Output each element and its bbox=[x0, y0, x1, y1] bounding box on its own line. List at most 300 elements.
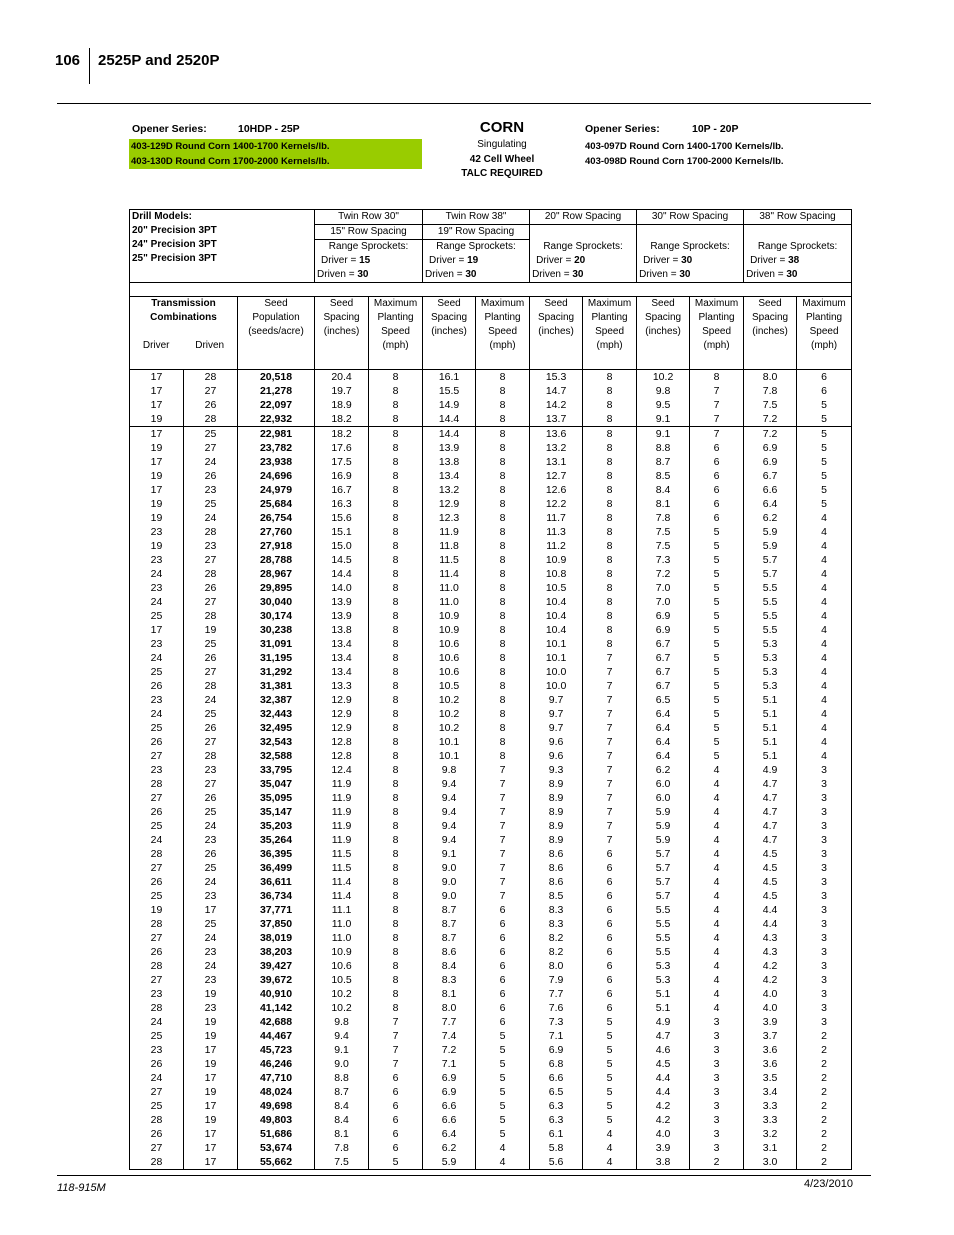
table-cell: 8 bbox=[369, 945, 423, 959]
right-opener-part-1: 403-097D Round Corn 1400-1700 Kernels/lb. bbox=[585, 141, 784, 152]
seed-population-cell: 30,040 bbox=[238, 595, 315, 609]
table-cell: 6.7 bbox=[637, 637, 690, 651]
table-cell: 8 bbox=[583, 623, 637, 637]
table-cell: 13.8 bbox=[315, 623, 369, 637]
seed-population-cell: 35,203 bbox=[238, 819, 315, 833]
table-cell: 6 bbox=[476, 945, 530, 959]
table-cell: 9.8 bbox=[637, 384, 690, 398]
table-cell: 10.0 bbox=[530, 679, 583, 693]
seed-population-cell: 36,611 bbox=[238, 875, 315, 889]
table-row bbox=[130, 469, 852, 483]
table-cell: 8 bbox=[476, 609, 530, 623]
table-cell: 11.0 bbox=[423, 581, 476, 595]
table-cell: 3 bbox=[797, 847, 852, 861]
table-row bbox=[130, 1141, 852, 1155]
table-cell: 7.3 bbox=[637, 553, 690, 567]
table-cell: 2 bbox=[797, 1085, 852, 1099]
seed-population-cell: 30,238 bbox=[238, 623, 315, 637]
table-cell: 5 bbox=[690, 553, 744, 567]
table-cell: 6.7 bbox=[637, 665, 690, 679]
table-cell: 25 bbox=[130, 889, 184, 903]
table-cell: 25 bbox=[130, 609, 184, 623]
table-cell: 27 bbox=[184, 441, 238, 455]
table-cell: 9.7 bbox=[530, 721, 583, 735]
table-cell: 4 bbox=[797, 623, 852, 637]
table-cell: 4 bbox=[690, 791, 744, 805]
table-cell: 17 bbox=[184, 903, 238, 917]
table-cell: 8.5 bbox=[530, 889, 583, 903]
seed-population-cell: 31,195 bbox=[238, 651, 315, 665]
seed-population-cell: 47,710 bbox=[238, 1071, 315, 1085]
table-cell: 7 bbox=[690, 412, 744, 427]
driven-column-header: Driven bbox=[195, 340, 225, 351]
table-cell: 8.1 bbox=[315, 1127, 369, 1141]
table-cell: 17 bbox=[130, 455, 184, 469]
table-cell: 24 bbox=[184, 819, 238, 833]
table-cell: 8 bbox=[369, 735, 423, 749]
table-cell: 10.2 bbox=[423, 721, 476, 735]
table-cell: 8 bbox=[369, 959, 423, 973]
table-cell: 14.4 bbox=[315, 567, 369, 581]
table-cell: 17 bbox=[184, 1071, 238, 1085]
table-cell: 3 bbox=[797, 889, 852, 903]
table-row bbox=[130, 1029, 852, 1043]
seed-population-cell: 35,147 bbox=[238, 805, 315, 819]
table-cell: 7.1 bbox=[530, 1029, 583, 1043]
table-cell: 17 bbox=[130, 483, 184, 497]
table-cell: 10.9 bbox=[530, 553, 583, 567]
table-cell: 8 bbox=[369, 412, 423, 427]
table-cell: 5 bbox=[690, 749, 744, 763]
table-cell: 3 bbox=[797, 791, 852, 805]
table-cell: 7 bbox=[583, 749, 637, 763]
table-cell: 8 bbox=[369, 525, 423, 539]
table-cell: 6.9 bbox=[637, 623, 690, 637]
table-cell: 7 bbox=[690, 426, 744, 441]
table-cell: 23 bbox=[184, 763, 238, 777]
table-cell: 7 bbox=[369, 1029, 423, 1043]
table-cell: 9.5 bbox=[637, 398, 690, 412]
table-cell: 7 bbox=[476, 805, 530, 819]
table-cell: 4 bbox=[690, 959, 744, 973]
table-cell: 6.4 bbox=[637, 707, 690, 721]
table-cell: 5 bbox=[476, 1043, 530, 1057]
table-cell: 6 bbox=[583, 959, 637, 973]
table-cell: 8 bbox=[583, 483, 637, 497]
table-cell: 13.2 bbox=[530, 441, 583, 455]
table-cell: 9.0 bbox=[315, 1057, 369, 1071]
table-cell: 10.2 bbox=[423, 707, 476, 721]
table-cell: 7.0 bbox=[637, 581, 690, 595]
table-cell: 5 bbox=[690, 693, 744, 707]
table-cell: 8 bbox=[369, 497, 423, 511]
table-cell: 4 bbox=[797, 665, 852, 679]
table-row bbox=[130, 567, 852, 581]
table-cell: 4 bbox=[797, 609, 852, 623]
table-row bbox=[130, 959, 852, 973]
table-cell: 27 bbox=[130, 791, 184, 805]
table-cell: 4.5 bbox=[744, 861, 797, 875]
table-cell: 6 bbox=[690, 441, 744, 455]
table-cell: 8 bbox=[476, 721, 530, 735]
table-cell: 12.6 bbox=[530, 483, 583, 497]
table-cell: 11.7 bbox=[530, 511, 583, 525]
table-cell: 18.2 bbox=[315, 412, 369, 427]
table-cell: 7.7 bbox=[423, 1015, 476, 1029]
table-cell: 25 bbox=[184, 917, 238, 931]
table-cell: 5.7 bbox=[637, 861, 690, 875]
table-cell: 5 bbox=[690, 623, 744, 637]
table-cell: 2 bbox=[797, 1071, 852, 1085]
table-cell: 6 bbox=[583, 903, 637, 917]
table-cell: 4 bbox=[690, 987, 744, 1001]
table-cell: 13.9 bbox=[315, 595, 369, 609]
table-cell: 12.4 bbox=[315, 763, 369, 777]
table-cell: 9.1 bbox=[637, 426, 690, 441]
seed-spacing-header: Seed Spacing (inches) bbox=[637, 297, 690, 355]
seed-population-cell: 35,047 bbox=[238, 777, 315, 791]
table-cell: 3.0 bbox=[744, 1155, 797, 1170]
table-cell: 18.9 bbox=[315, 398, 369, 412]
table-cell: 6 bbox=[476, 931, 530, 945]
table-cell: 23 bbox=[184, 539, 238, 553]
table-cell: 5.3 bbox=[744, 651, 797, 665]
page-title: 2525P and 2520P bbox=[98, 52, 220, 69]
table-cell: 7.2 bbox=[637, 567, 690, 581]
table-cell: 4.5 bbox=[744, 889, 797, 903]
seed-population-cell: 20,518 bbox=[238, 369, 315, 384]
table-cell: 8 bbox=[476, 665, 530, 679]
table-cell: 5.9 bbox=[637, 819, 690, 833]
table-cell: 5.5 bbox=[744, 623, 797, 637]
table-cell: 23 bbox=[130, 693, 184, 707]
table-cell: 17.6 bbox=[315, 441, 369, 455]
table-cell: 4 bbox=[797, 637, 852, 651]
table-cell: 24 bbox=[130, 1071, 184, 1085]
table-row bbox=[130, 875, 852, 889]
table-row bbox=[130, 763, 852, 777]
table-cell: 5.7 bbox=[744, 553, 797, 567]
table-cell: 8 bbox=[369, 441, 423, 455]
table-cell: 13.3 bbox=[315, 679, 369, 693]
spacing-name: 30" Row Spacing bbox=[637, 210, 744, 225]
table-cell: 4 bbox=[690, 889, 744, 903]
table-cell: 8 bbox=[369, 623, 423, 637]
table-cell: 26 bbox=[184, 721, 238, 735]
range-sprockets-label: Range Sprockets: bbox=[530, 240, 637, 255]
table-cell: 4 bbox=[797, 525, 852, 539]
table-cell: 28 bbox=[184, 369, 238, 384]
table-cell: 8 bbox=[369, 651, 423, 665]
table-cell: 9.0 bbox=[423, 889, 476, 903]
table-cell: 8 bbox=[476, 581, 530, 595]
table-cell: 11.9 bbox=[315, 777, 369, 791]
table-cell: 4.5 bbox=[637, 1057, 690, 1071]
table-cell: 8.6 bbox=[530, 861, 583, 875]
table-cell: 24 bbox=[130, 707, 184, 721]
table-cell: 5.3 bbox=[637, 973, 690, 987]
seed-population-cell: 23,938 bbox=[238, 455, 315, 469]
table-cell: 6 bbox=[369, 1071, 423, 1085]
table-cell: 8 bbox=[583, 539, 637, 553]
table-cell: 10.8 bbox=[530, 567, 583, 581]
table-cell: 10.1 bbox=[530, 651, 583, 665]
table-cell: 7 bbox=[583, 805, 637, 819]
table-cell: 27 bbox=[184, 595, 238, 609]
table-cell: 5.7 bbox=[637, 847, 690, 861]
table-row bbox=[130, 735, 852, 749]
table-cell: 10.4 bbox=[530, 623, 583, 637]
seed-population-cell: 41,142 bbox=[238, 1001, 315, 1015]
table-cell: 8 bbox=[369, 777, 423, 791]
seed-population-cell: 38,203 bbox=[238, 945, 315, 959]
table-row bbox=[130, 455, 852, 469]
table-cell: 23 bbox=[130, 637, 184, 651]
table-cell: 4 bbox=[690, 1001, 744, 1015]
table-cell: 4.4 bbox=[744, 903, 797, 917]
table-cell: 28 bbox=[184, 412, 238, 427]
table-cell: 8.4 bbox=[637, 483, 690, 497]
table-cell: 11.4 bbox=[315, 875, 369, 889]
table-cell: 12.9 bbox=[315, 693, 369, 707]
table-cell: 27 bbox=[184, 553, 238, 567]
table-cell: 5.5 bbox=[637, 917, 690, 931]
table-cell: 8 bbox=[476, 735, 530, 749]
seed-spacing-header: Seed Spacing (inches) bbox=[744, 297, 797, 355]
table-cell: 11.9 bbox=[315, 791, 369, 805]
table-cell: 6 bbox=[476, 973, 530, 987]
seed-population-cell: 22,097 bbox=[238, 398, 315, 412]
table-cell: 8 bbox=[369, 637, 423, 651]
spacer-row bbox=[130, 355, 238, 370]
table-cell: 5.6 bbox=[530, 1155, 583, 1170]
seed-population-cell: 49,698 bbox=[238, 1099, 315, 1113]
table-cell: 28 bbox=[184, 567, 238, 581]
table-cell: 8 bbox=[476, 384, 530, 398]
table-cell: 10.0 bbox=[530, 665, 583, 679]
table-row bbox=[130, 497, 852, 511]
table-cell: 25 bbox=[130, 819, 184, 833]
table-cell: 7 bbox=[583, 693, 637, 707]
seed-population-cell: 22,932 bbox=[238, 412, 315, 427]
seed-population-cell: 53,674 bbox=[238, 1141, 315, 1155]
table-cell: 9.3 bbox=[530, 763, 583, 777]
table-row bbox=[130, 623, 852, 637]
table-cell: 6.0 bbox=[637, 777, 690, 791]
table-cell: 5 bbox=[583, 1015, 637, 1029]
table-cell: 8 bbox=[369, 398, 423, 412]
table-row bbox=[130, 369, 852, 384]
table-cell: 5 bbox=[797, 441, 852, 455]
table-cell: 9.1 bbox=[315, 1043, 369, 1057]
table-cell: 14.7 bbox=[530, 384, 583, 398]
table-cell: 7 bbox=[583, 819, 637, 833]
table-cell: 10.6 bbox=[423, 665, 476, 679]
table-cell: 4 bbox=[690, 805, 744, 819]
table-cell: 2 bbox=[797, 1029, 852, 1043]
table-cell: 5.3 bbox=[744, 637, 797, 651]
table-cell: 10.5 bbox=[530, 581, 583, 595]
table-cell: 8 bbox=[369, 847, 423, 861]
seed-population-cell: 31,381 bbox=[238, 679, 315, 693]
table-cell: 8 bbox=[476, 553, 530, 567]
table-cell: 7 bbox=[690, 384, 744, 398]
table-cell: 6.9 bbox=[637, 609, 690, 623]
table-cell: 8.4 bbox=[315, 1099, 369, 1113]
table-cell: 4 bbox=[690, 847, 744, 861]
table-cell: 15.1 bbox=[315, 525, 369, 539]
table-cell: 7 bbox=[369, 1043, 423, 1057]
table-cell: 11.1 bbox=[315, 903, 369, 917]
table-cell: 27 bbox=[130, 1141, 184, 1155]
table-cell: 6 bbox=[583, 861, 637, 875]
table-cell: 3 bbox=[797, 777, 852, 791]
table-cell: 8 bbox=[369, 511, 423, 525]
table-cell: 13.9 bbox=[315, 609, 369, 623]
table-cell: 3.7 bbox=[744, 1029, 797, 1043]
table-cell: 6 bbox=[476, 1015, 530, 1029]
table-cell: 8 bbox=[369, 369, 423, 384]
table-cell: 12.8 bbox=[315, 749, 369, 763]
table-cell: 27 bbox=[184, 665, 238, 679]
table-cell: 8 bbox=[583, 581, 637, 595]
table-cell: 9.4 bbox=[423, 791, 476, 805]
spacing-name: 38" Row Spacing bbox=[744, 210, 852, 225]
table-cell: 3 bbox=[690, 1113, 744, 1127]
table-cell: 7.1 bbox=[423, 1057, 476, 1071]
table-cell: 7.5 bbox=[637, 525, 690, 539]
table-cell: 6.7 bbox=[744, 469, 797, 483]
table-cell: 23 bbox=[184, 889, 238, 903]
seed-population-cell: 35,264 bbox=[238, 833, 315, 847]
table-cell: 8 bbox=[369, 931, 423, 945]
table-cell: 8 bbox=[369, 707, 423, 721]
table-cell: 23 bbox=[130, 525, 184, 539]
table-row bbox=[130, 581, 852, 595]
table-cell: 6 bbox=[690, 469, 744, 483]
table-cell: 13.1 bbox=[530, 455, 583, 469]
table-cell: 3.9 bbox=[744, 1015, 797, 1029]
table-cell: 2 bbox=[797, 1099, 852, 1113]
table-cell: 6.3 bbox=[530, 1113, 583, 1127]
table-row bbox=[130, 1085, 852, 1099]
table-cell: 28 bbox=[130, 1113, 184, 1127]
table-cell: 8.7 bbox=[423, 931, 476, 945]
table-row bbox=[130, 539, 852, 553]
table-cell: 26 bbox=[184, 791, 238, 805]
table-cell: 5 bbox=[476, 1029, 530, 1043]
table-cell: 4 bbox=[797, 595, 852, 609]
spacing-name: 20" Row Spacing bbox=[530, 210, 637, 225]
table-cell: 5 bbox=[476, 1085, 530, 1099]
table-cell: 5 bbox=[476, 1127, 530, 1141]
table-cell: 8 bbox=[476, 749, 530, 763]
table-cell: 8.0 bbox=[423, 1001, 476, 1015]
table-cell: 5 bbox=[690, 735, 744, 749]
table-cell: 23 bbox=[130, 1043, 184, 1057]
seed-population-cell: 24,696 bbox=[238, 469, 315, 483]
table-cell: 9.4 bbox=[423, 819, 476, 833]
table-cell: 17 bbox=[130, 369, 184, 384]
table-cell: 25 bbox=[184, 426, 238, 441]
table-cell: 19 bbox=[130, 497, 184, 511]
table-cell: 3 bbox=[690, 1043, 744, 1057]
table-cell: 11.9 bbox=[315, 805, 369, 819]
table-cell: 6.7 bbox=[637, 651, 690, 665]
table-cell: 5.9 bbox=[423, 1155, 476, 1170]
table-cell: 17 bbox=[184, 1141, 238, 1155]
table-cell: 8.7 bbox=[315, 1085, 369, 1099]
table-cell: 4 bbox=[690, 931, 744, 945]
table-cell: 7.8 bbox=[744, 384, 797, 398]
table-cell: 3 bbox=[797, 973, 852, 987]
table-cell: 8 bbox=[583, 497, 637, 511]
table-cell: 8 bbox=[583, 609, 637, 623]
table-cell: 6.4 bbox=[423, 1127, 476, 1141]
table-cell: 3 bbox=[797, 1001, 852, 1015]
table-row bbox=[130, 889, 852, 903]
table-cell: 4.0 bbox=[744, 1001, 797, 1015]
table-cell: 8 bbox=[369, 833, 423, 847]
table-cell: 8 bbox=[369, 791, 423, 805]
table-cell: 13.4 bbox=[315, 651, 369, 665]
table-cell: 28 bbox=[184, 679, 238, 693]
seed-population-cell: 24,979 bbox=[238, 483, 315, 497]
table-cell: 5.1 bbox=[744, 721, 797, 735]
driven-sprocket: Driven = 30 bbox=[315, 268, 423, 283]
table-cell: 23 bbox=[184, 833, 238, 847]
table-cell: 28 bbox=[130, 959, 184, 973]
seed-population-cell: 32,543 bbox=[238, 735, 315, 749]
spacing-sub bbox=[637, 225, 744, 240]
table-row bbox=[130, 1043, 852, 1057]
table-row bbox=[130, 903, 852, 917]
table-cell: 20.4 bbox=[315, 369, 369, 384]
table-cell: 4.0 bbox=[637, 1127, 690, 1141]
table-cell: 13.6 bbox=[530, 426, 583, 441]
table-cell: 15.3 bbox=[530, 369, 583, 384]
table-cell: 11.0 bbox=[315, 917, 369, 931]
table-cell: 11.9 bbox=[315, 819, 369, 833]
table-cell: 4 bbox=[797, 511, 852, 525]
seed-population-cell: 33,795 bbox=[238, 763, 315, 777]
table-cell: 3 bbox=[797, 945, 852, 959]
table-cell: 6 bbox=[476, 987, 530, 1001]
table-cell: 28 bbox=[130, 917, 184, 931]
table-cell: 5 bbox=[583, 1029, 637, 1043]
drill-models-cell bbox=[130, 210, 315, 283]
table-cell: 4 bbox=[690, 875, 744, 889]
table-cell: 24 bbox=[184, 931, 238, 945]
driver-sprocket: Driver = 15 bbox=[315, 254, 423, 268]
table-cell: 8 bbox=[369, 553, 423, 567]
table-cell: 6.0 bbox=[637, 791, 690, 805]
table-cell: 6.7 bbox=[637, 679, 690, 693]
table-cell: 10.9 bbox=[315, 945, 369, 959]
table-row bbox=[130, 441, 852, 455]
table-cell: 6 bbox=[476, 903, 530, 917]
table-cell: 10.4 bbox=[530, 609, 583, 623]
table-cell: 8 bbox=[369, 455, 423, 469]
table-cell: 5.3 bbox=[744, 665, 797, 679]
table-cell: 7 bbox=[583, 763, 637, 777]
table-cell: 8 bbox=[369, 805, 423, 819]
table-cell: 6 bbox=[369, 1127, 423, 1141]
left-opener-part-2: 403-130D Round Corn 1700-2000 Kernels/lb. bbox=[129, 154, 422, 169]
table-cell: 5 bbox=[690, 567, 744, 581]
table-cell: 26 bbox=[130, 1057, 184, 1071]
table-cell: 7 bbox=[583, 791, 637, 805]
